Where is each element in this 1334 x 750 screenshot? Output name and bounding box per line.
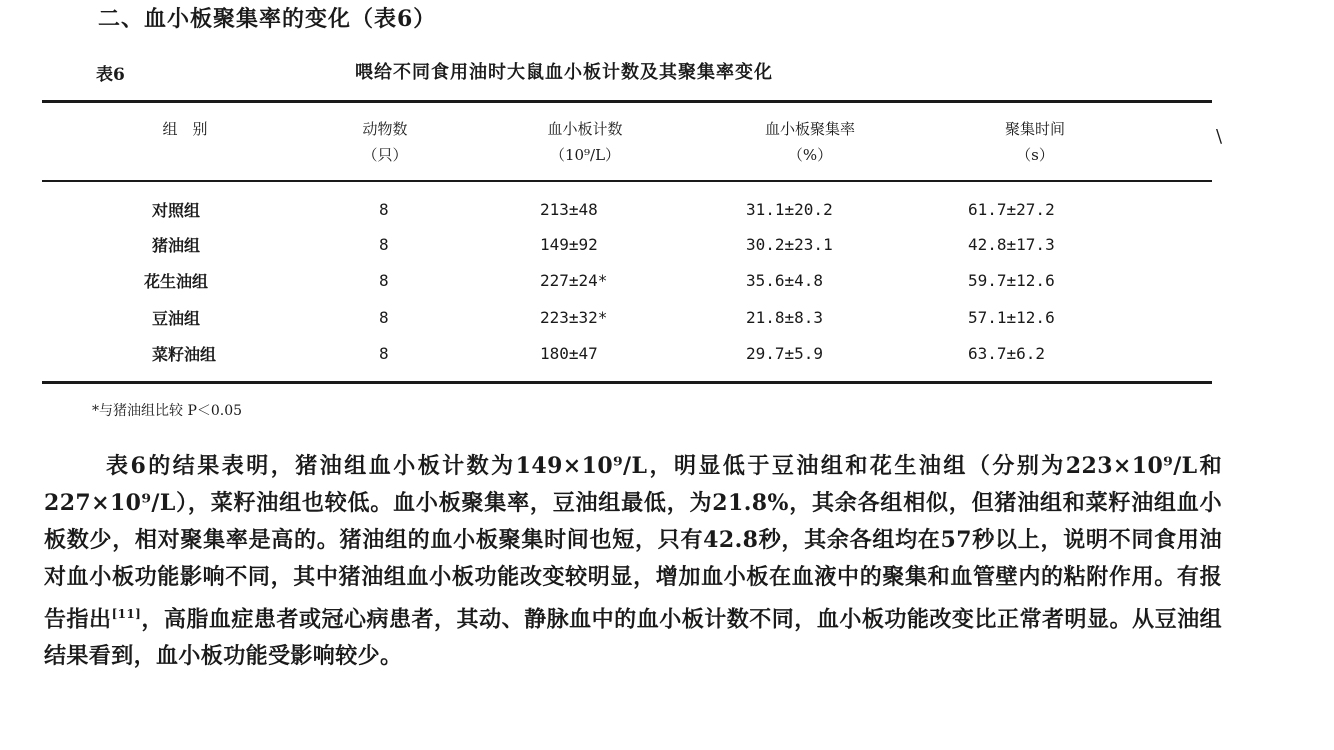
table-footnote: *与猪油组比较 P＜0.05: [92, 403, 243, 419]
col-header-time-line2: （s）: [1016, 146, 1054, 164]
row-time-cell: 63.7±6.2: [968, 344, 1046, 363]
col-header-count: [330, 116, 440, 168]
row-aggregation-cell: 29.7±5.9: [746, 344, 824, 363]
col-header-count-line2: （只）: [362, 146, 408, 164]
col-header-group-line1: 组 别: [162, 120, 208, 138]
row-time-cell: 42.8±17.3: [968, 235, 1055, 254]
col-header-time: [960, 116, 1110, 168]
paragraph-text-before: 表6的结果表明，猪油组血小板计数为149×10⁹/L，明显低于豆油组和花生油组（分别为223×10⁹/L和227×10⁹/L），菜籽油组也较低。血小板聚集率，豆油组最低，为21.8%，其余各组相似，但猪油组和菜籽油组血小板数少，相对聚集率是高的。猪油组的血小板聚集时间也短，只有42.8秒，其余各组均在57秒以上，说明不同食用油对血小板功能影响不同，其中猪油组血小板功能改变较明显，增加血小板在血液中的聚集和血管壁内的粘附作用。有报告指出: [44, 453, 1222, 633]
row-time-cell: 57.1±12.6: [968, 308, 1055, 327]
col-header-aggregation: [735, 116, 885, 168]
edge-mark: \: [1216, 126, 1223, 147]
row-group-cell: 菜籽油组: [152, 345, 217, 364]
col-header-group: [130, 116, 240, 142]
col-header-count-line1: 动物数: [362, 120, 408, 138]
row-platelets-cell: 213±48: [540, 200, 598, 219]
row-platelets-cell: 227±24*: [540, 271, 608, 290]
row-count-cell: 8: [379, 200, 389, 219]
row-aggregation-cell: 35.6±4.8: [746, 271, 824, 290]
row-group-cell: 豆油组: [152, 309, 201, 328]
row-group-cell: 猪油组: [152, 236, 201, 255]
col-header-platelets-line1: 血小板计数: [547, 120, 623, 138]
row-time-cell: 61.7±27.2: [968, 200, 1055, 219]
col-header-platelets-line2: （10⁹/L）: [549, 146, 621, 164]
table-title: 喂给不同食用油时大鼠血小板计数及其聚集率变化: [355, 62, 773, 83]
row-platelets-cell: 149±92: [540, 235, 598, 254]
body-paragraph: [44, 448, 1222, 675]
col-header-time-line1: 聚集时间: [1004, 120, 1065, 138]
row-time-cell: 59.7±12.6: [968, 271, 1055, 290]
paragraph-text-after: ，高脂血症患者或冠心病患者，其动、静脉血中的血小板计数不同，血小板功能改变比正常者明显。从豆油组结果看到，血小板功能受影响较少。: [44, 606, 1222, 670]
row-count-cell: 8: [379, 271, 389, 290]
section-heading: 二、血小板聚集率的变化（表6）: [98, 6, 437, 32]
row-count-cell: 8: [379, 235, 389, 254]
row-count-cell: 8: [379, 344, 389, 363]
row-group-cell: 花生油组: [144, 272, 209, 291]
row-group-cell: 对照组: [152, 201, 201, 220]
row-aggregation-cell: 31.1±20.2: [746, 200, 833, 219]
citation-marker: [11]: [111, 607, 142, 621]
table-bottom-rule: [42, 381, 1212, 384]
row-count-cell: 8: [379, 308, 389, 327]
col-header-platelets: [510, 116, 660, 168]
row-platelets-cell: 180±47: [540, 344, 598, 363]
col-header-aggregation-line2: （%）: [787, 146, 833, 164]
table-mid-rule: [42, 180, 1212, 182]
table-label: 表6: [96, 65, 125, 85]
row-aggregation-cell: 30.2±23.1: [746, 235, 833, 254]
row-aggregation-cell: 21.8±8.3: [746, 308, 824, 327]
col-header-aggregation-line1: 血小板聚集率: [764, 120, 855, 138]
row-platelets-cell: 223±32*: [540, 308, 608, 327]
table-top-rule: [42, 100, 1212, 103]
